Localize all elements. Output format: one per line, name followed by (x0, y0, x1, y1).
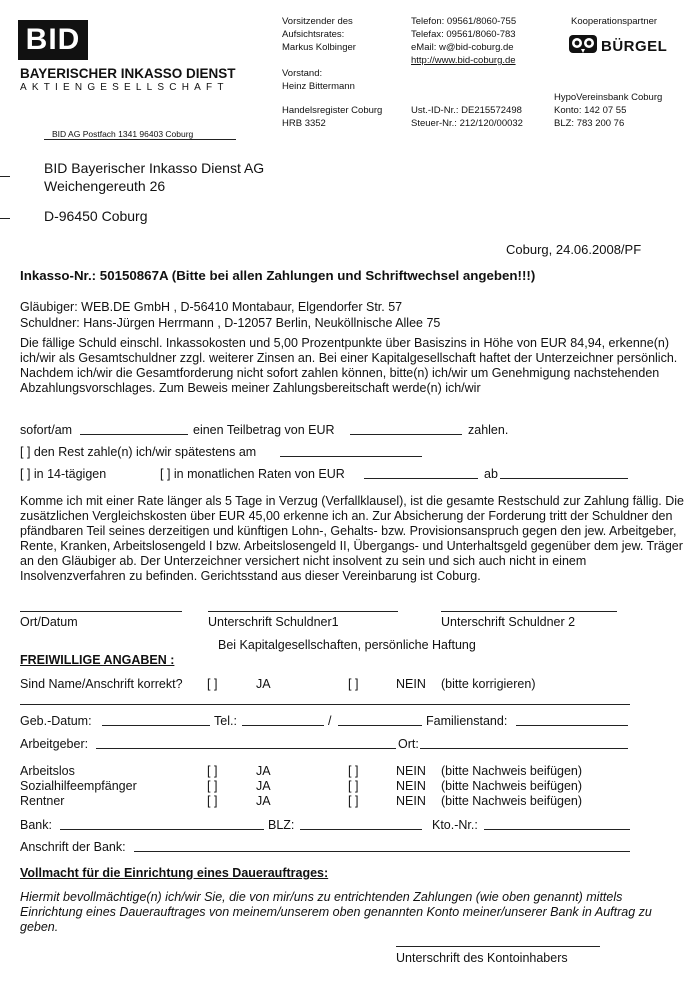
account-label: Kto.-Nr.: (432, 818, 478, 832)
blz-field[interactable] (300, 829, 422, 830)
schuldner2-label: Unterschrift Schuldner 2 (441, 615, 576, 629)
name-correct-question: Sind Name/Anschrift korrekt? (20, 677, 183, 691)
phone: Telefon: 09561/8060-755 (411, 16, 517, 27)
schuldner1-signature-line[interactable] (208, 611, 398, 612)
correction-field[interactable] (20, 704, 630, 705)
address-line-2: Weichengereuth 26 (44, 178, 166, 194)
website-link[interactable]: http://www.bid-coburg.de (411, 55, 516, 66)
phone-separator: / (328, 714, 332, 728)
partner-label: Kooperationspartner (571, 16, 658, 27)
ort-datum-signature-line[interactable] (20, 611, 182, 612)
welfare-yes-checkbox[interactable]: [ ] (207, 779, 218, 793)
board-label-2: Aufsichtsrates: (282, 29, 345, 40)
ort-datum-label: Ort/Datum (20, 615, 78, 629)
start-date-field[interactable] (500, 478, 628, 479)
pensioner-yes-label: JA (256, 794, 271, 808)
tax-number: Steuer-Nr.: 212/120/00032 (411, 118, 523, 129)
creditor-line: Gläubiger: WEB.DE GmbH , D-56410 Montabaur, Elgendorfer Str. 57 (20, 300, 403, 314)
name-correct-no-label: NEIN (396, 677, 426, 691)
sofort-label: sofort/am (20, 423, 73, 437)
fax: Telefax: 09561/8060-783 (411, 29, 516, 40)
teilbetrag-label: einen Teilbetrag von EUR (193, 423, 335, 437)
liability-note: Bei Kapitalgesellschaften, persönliche Haftung (218, 638, 476, 652)
employer-city-label: Ort: (398, 737, 419, 751)
marital-status-label: Familienstand: (426, 714, 508, 728)
zahlen-label: zahlen. (468, 423, 509, 437)
unemployed-no-label: NEIN (396, 764, 426, 778)
bank-account: Konto: 142 07 55 (554, 105, 627, 116)
monthly-rate-field[interactable] (364, 478, 478, 479)
welfare-yes-label: JA (256, 779, 271, 793)
fold-mark (0, 176, 10, 177)
fold-mark (0, 218, 10, 219)
birthdate-label: Geb.-Datum: (20, 714, 92, 728)
welfare-proof-note: (bitte Nachweis beifügen) (441, 779, 583, 793)
debtor-line: Schuldner: Hans-Jürgen Herrmann , D-12057 Berlin, Neuköllnische Allee 75 (20, 316, 441, 330)
biweekly-checkbox-label[interactable]: [ ] in 14-tägigen (20, 467, 107, 481)
pensioner-no-checkbox[interactable]: [ ] (348, 794, 359, 808)
welfare-no-checkbox[interactable]: [ ] (348, 779, 359, 793)
marital-status-field[interactable] (516, 725, 628, 726)
birthdate-field[interactable] (102, 725, 210, 726)
voluntary-heading: FREIWILLIGE ANGABEN : (20, 653, 175, 667)
phone-number-field[interactable] (338, 725, 422, 726)
bid-logo: BID (18, 20, 88, 60)
welfare-label: Sozialhilfeempfänger (20, 779, 137, 793)
employer-city-field[interactable] (420, 748, 628, 749)
sender-underline (44, 139, 236, 140)
email: eMail: w@bid-coburg.de (411, 42, 514, 53)
company-name: BAYERISCHER INKASSO DIENST (20, 66, 236, 81)
pensioner-proof-note: (bitte Nachweis beifügen) (441, 794, 583, 808)
rest-checkbox-label[interactable]: [ ] den Rest zahle(n) ich/wir spätestens am (20, 445, 257, 459)
unemployed-yes-label: JA (256, 764, 271, 778)
account-holder-signature-label: Unterschrift des Kontoinhabers (396, 951, 568, 965)
unemployed-label: Arbeitslos (20, 764, 75, 778)
account-holder-signature-line[interactable] (396, 946, 600, 947)
board-name: Markus Kolbinger (282, 42, 356, 53)
address-line-3: D-96450 Coburg (44, 208, 148, 224)
account-field[interactable] (484, 829, 630, 830)
monthly-checkbox-label[interactable]: [ ] in monatlichen Raten von EUR (160, 467, 345, 481)
schuldner2-signature-line[interactable] (441, 611, 617, 612)
teilbetrag-amount-field[interactable] (350, 434, 462, 435)
blz-label: BLZ: (268, 818, 295, 832)
unemployed-yes-checkbox[interactable]: [ ] (207, 764, 218, 778)
owl-logo-icon (568, 33, 598, 55)
phone-area-field[interactable] (242, 725, 324, 726)
name-correct-no-checkbox[interactable]: [ ] (348, 677, 359, 691)
unemployed-proof-note: (bitte Nachweis beifügen) (441, 764, 583, 778)
bank-label: Bank: (20, 818, 52, 832)
mandate-heading: Vollmacht für die Einrichtung eines Dauerauftrages: (20, 866, 329, 880)
debt-acknowledgement-text: Die fällige Schuld einschl. Inkassokosten und 5,00 Prozentpunkte über Basiszins in Höhe von EUR 84,94, erkenne(n) ich/wir als Gesamtschuldner zzgl. weiterer Zinsen an. Bei einer Kapitalgesellschaft haftet der Unterzeichner persönlich. Nachdem ich/wir die Gesamtforderung nicht sofort zahlen können, bitte(n) ich/wir um Genehmigung nachstehenden Abzahlungsvorschlages. Zum Beweis meiner Zahlungsbereitschaft werde(n) ich/wir (20, 336, 678, 395)
welfare-no-label: NEIN (396, 779, 426, 793)
exec-name: Heinz Bittermann (282, 81, 355, 92)
mandate-text: Hiermit bevollmächtige(n) ich/wir Sie, die von mir/uns zu entrichtenden Zahlungen (wie oben genannt) mittels Einrichtung eines Dauerauftrages von meinem/unserem oben genannten Konto meiner/unserer Bank in Auftrag zu geben. (20, 890, 652, 934)
bank-name: HypoVereinsbank Coburg (554, 92, 663, 103)
employer-field[interactable] (96, 748, 396, 749)
vat-id: Ust.-ID-Nr.: DE215572498 (411, 105, 522, 116)
pensioner-yes-checkbox[interactable]: [ ] (207, 794, 218, 808)
sofort-date-field[interactable] (80, 434, 188, 435)
rest-date-field[interactable] (280, 456, 422, 457)
board-label-1: Vorsitzender des (282, 16, 353, 27)
register-label: Handelsregister Coburg (282, 105, 383, 116)
bank-field[interactable] (60, 829, 264, 830)
schuldner1-label: Unterschrift Schuldner1 (208, 615, 339, 629)
pensioner-label: Rentner (20, 794, 65, 808)
company-type: AKTIENGESELLSCHAFT (20, 82, 229, 93)
name-correct-yes-checkbox[interactable]: [ ] (207, 677, 218, 691)
correction-note: (bitte korrigieren) (441, 677, 536, 691)
ab-label: ab (484, 467, 498, 481)
bank-address-label: Anschrift der Bank: (20, 840, 126, 854)
unemployed-no-checkbox[interactable]: [ ] (348, 764, 359, 778)
register-number: HRB 3352 (282, 118, 326, 129)
date-line: Coburg, 24.06.2008/PF (506, 242, 642, 257)
bank-address-field[interactable] (134, 851, 630, 852)
pensioner-no-label: NEIN (396, 794, 426, 808)
partner-name: BÜRGEL (601, 38, 668, 55)
phone-label: Tel.: (214, 714, 237, 728)
terms-text: Komme ich mit einer Rate länger als 5 Tage in Verzug (Verfallklausel), ist die gesamte Restschuld zur Zahlung fällig. Die zusätzlichen Vergleichskosten über EUR 45,00 erkenne ich an. Zur Absicherung der Forderung tritt der Schuldner den pfändbaren Teil seines derzeitigen und künftigen Lohn-, Gehalts- bzw. Provisionsanspruch gegen den jew. Arbeitgeber, Rente, Kranken, Arbeitslosengeld I bzw. Arbeitslosengeld II, Übergangs- und Unterhaltsgeld gegenüber dem jew. Träger an den Gläubiger ab. Der Unterzeichner versichert nicht insolvent zu sein und sich auch nicht in einem Insolvenzverfahren zu befinden. Gerichtsstand aus dieser Vereinbarung ist Coburg. (20, 494, 684, 583)
sender-line: BID AG Postfach 1341 96403 Coburg (52, 129, 194, 139)
reference-number: Inkasso-Nr.: 50150867A (Bitte bei allen Zahlungen und Schriftwechsel angeben!!!) (20, 268, 536, 283)
address-line-1: BID Bayerischer Inkasso Dienst AG (44, 160, 265, 176)
name-correct-yes-label: JA (256, 677, 271, 691)
employer-label: Arbeitgeber: (20, 737, 89, 751)
exec-label: Vorstand: (282, 68, 323, 79)
bank-blz: BLZ: 783 200 76 (554, 118, 625, 129)
